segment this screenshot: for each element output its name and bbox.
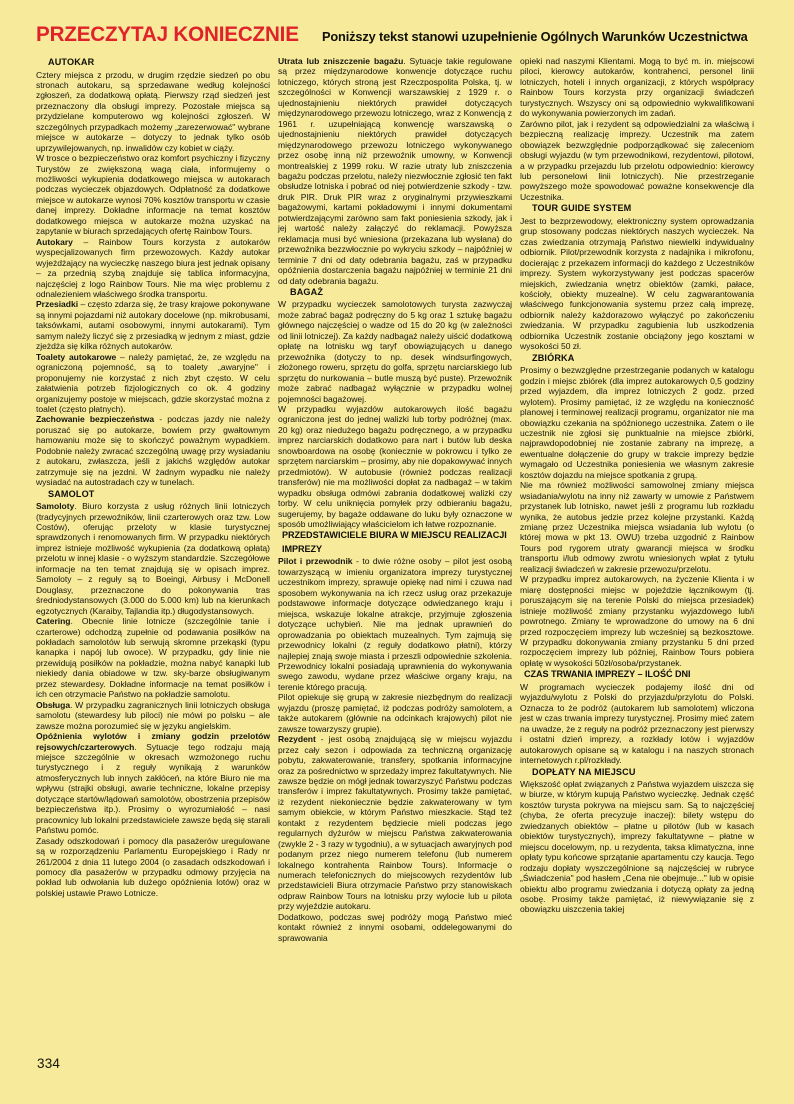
paragraph-text: Zasady odszkodowań i pomocy dla pasażerów uregulowane są w rozporządzeniu Parlamentu Europejskiego i Rady nr 261/2004 z dnia 11 lutego 2004 (o zasadach odszkodowań i pomocy dla pasażerów w przypadku odmowy przyjęcia na pokład lub odwołania lub dużego opóźnienia lotów) oraz w polskiej ustawie Prawo Lotnicze. xyxy=(36,835,270,898)
body-paragraph xyxy=(36,836,270,899)
paragraph-text: W programach wycieczek podajemy ilość dni od wyjazdu/wylotu z Polski do przyjazdu/przylotu do Polski. Oznacza to że podróż (autokarem lub samolotem) wliczona jest w czas trwania imprezy turystycznej. Prosimy mieć zatem na uwadze, że z reguły na podróż przeznaczony jest pierwszy i ostatni dzień imprezy, a rozkłady lotów i wyjazdów autokarowych opisane są w katalogu i na naszych stronach internetowych r.pl/rozkłady. xyxy=(520,681,754,766)
paragraph-text: Dodatkowo, podczas swej podróży mogą Państwo mieć kontakt również z innymi osobami, oddelegowanymi do sprawowania xyxy=(278,911,512,943)
section-heading: SAMOLOT xyxy=(48,488,95,499)
page-header xyxy=(36,22,766,47)
paragraph-text: Pilot opiekuje się grupą w zakresie niezbędnym do realizacji wyjazdu (proszę pamiętać, iż podczas podróży samolotem, a także autokarem (głównie na odcinkach krajowych) pilot nie zawsze towarzyszy grupie). xyxy=(278,692,512,734)
paragraph-text: - podczas jazdy nie należy poruszać się po autokarze, bowiem przy gwałtownym hamowaniu może się to skończyć poważnym wypadkiem. Podobnie należy zwracać szczególną uwagę przy wysiadaniu z autokaru, zwłaszcza, jeśli z jakichś względów autokar zatrzymuje się na jezdni. W żadnym wypadku nie należy wysiadać na autostradach czy w tunelach. xyxy=(36,414,271,488)
paragraph-lead-term: Samoloty xyxy=(36,501,75,512)
paragraph-text: – Rainbow Tours korzysta z autokarów wyspecjalizowanych firm przewozowych. Każdy autokar wyjeżdżający na wycieczkę naszego biura jest jednak opisany – za przednią szybą znajduje się tablica informacyjna, najczęściej z logo Rainbow Tours. Nie ma więc problemu z odnalezieniem właściwego środka transportu. xyxy=(36,236,270,300)
paragraph-text: – często zdarza się, że trasy krajowe pokonywane są innymi pojazdami niż autokary docelowe (np. mikrobusami, taksówkami, autami osobowymi, innymi autokarami). Tym samym należy liczyć się z przesiadką w jednym z miast, gdzie zjeżdża się kilka różnych autokarów. xyxy=(36,299,270,352)
paragraph-text: W trosce o bezpieczeństwo oraz komfort psychiczny i fizyczny Turystów ze zwiększoną wagą ciała, informujemy o możliwości wykupienia dodatkowego miejsca w autokarach podczas wycieczek objazdowych. Odpłatność za dodatkowe miejsce w autokarze wynosi 70% kosztów transportu w czasie danej imprezy. Dokładne informacje na temat kosztów dodatkowego miejsca w autokarze można uzyskać na zapytanie w biurach sprzedających ofertę Rainbow Tours. xyxy=(36,153,270,237)
paragraph-text: opieki nad naszymi Klientami. Mogą to być m. in. miejscowi piloci, kierowcy autokarów, kontrahenci, personel linii lotniczych, hoteli i innych organizacji, z których współpracy Rainbow Tours korzysta przy organizacji świadczeń turystycznych. Wszyscy oni są odpowiednio wykwalifikowani do wykonywania powierzonych im zadań. xyxy=(520,56,754,119)
page-title: PRZECZYTAJ KONIECZNIE xyxy=(36,22,299,46)
body-paragraph xyxy=(278,556,512,692)
body-paragraph xyxy=(278,299,512,404)
paragraph-text: Nie ma również możliwości samowolnej zmiany miejsca wsiadania/wylotu na inny niż zawarty w umowie z Państwem przystanek lub lotnisko, nawet jeśli z programu lub rozkładu wynika, że autobus jedzie przez kolejne przystanki. Każdą zmianę przez Uczestnika miejsca wsiadania lub wylotu (o której mowa w pkt 13. OWU) trzeba uzgodnić z Rainbow Tours pod rygorem utraty gwarancji miejsca w środku transportu i/lub odmowy zwrotu wniesionych wpłat z tytułu realizacji świadczeń w zakresie przewozu/przelotu. xyxy=(520,480,754,574)
paragraph-lead-term: Opóźnienia wylotów i zmiany godzin przelotów rejsowych/czarterowych xyxy=(36,731,270,752)
section-heading: BAGAŻ xyxy=(290,286,324,297)
column-1 xyxy=(36,56,270,1051)
paragraph-text: W przypadku wycieczek samolotowych turysta zazwyczaj może zabrać bagaż podręczny do 5 kg oraz 1 sztukę bagażu głównego najczęściej o wadze od 15 do 20 kg (w zależności od linii lotniczej). Za każdy nadbagaż należy uiścić dodatkową opłatę na lotnisku wg taryf obowiązujących u danego przewoźnika (dotyczy to np. desek windsurfingowych, złożonego roweru, sprzętu do golfa, sprzętu narciarskiego lub sprzętu do nurkowania – butle muszą być puste). Przewoźnik może zabrać nadbagaż wyłącznie w przypadku wolnej pojemności bagażowej. xyxy=(278,299,512,404)
body-paragraph xyxy=(36,700,270,731)
body-paragraph xyxy=(36,414,270,487)
body-paragraph xyxy=(520,119,754,203)
body-paragraph xyxy=(520,574,754,668)
body-paragraph xyxy=(520,365,754,480)
paragraph-text: W przypadku imprez autokarowych, na życzenie Klienta i w miarę dostępności miejsc w pojeździe łącznikowym (tj. poruszającym się na terenie Polski do miejsca przesiadek) istnieje możliwość zmiany przystanku wyjazdowego lub/i powrotnego. Zmiany te wprowadzone do umowy na 6 dni przed rozpoczęciem imprezy lub wcześniej są bezkosztowe. W przypadku dokonywania zmiany przystanku 5 dni przed rozpoczęciem imprezy lub później, Rainbow Tours pobiera opłatę w wysokości 50zł/osoba/przystanek. xyxy=(520,574,754,668)
body-paragraph xyxy=(278,692,512,734)
body-paragraph xyxy=(36,153,270,237)
body-paragraph xyxy=(520,779,754,915)
paragraph-text: Zarówno pilot, jak i rezydent są odpowiedzialni za właściwą i bezpieczną realizację imprezy. Uczestnik ma zatem obowiązek bezwzględnie podporządkować się zaleceniom obsługi wyjazdu (w tym przewodnikowi, rezydentowi, pilotowi, a w przypadku przejazdu lub przelotu odpowiednio: kierowcy lub personelowi linii lotniczych). Nie przestrzeganie powyższego może spowodować poważne konsekwencje dla Uczestnika. xyxy=(520,118,754,202)
body-paragraph xyxy=(36,616,270,700)
paragraph-text: . Obecnie linie lotnicze (szczególnie tanie i czarterowe) odchodzą zupełnie od podawania posiłków na pokładach samolotów lub serwują skromne przekąski (typu kanapka i napój lub owoce). W przypadku, gdy linie nie przewidują posiłków na pokładzie, można nabyć kanapki lub niekiedy dania obiadowe w tzw. sky-barze obsługiwanym przez stewardesy. Dokładne informacje na temat posiłków i ich cen otrzymacie Państwo na pokładzie samolotu. xyxy=(36,616,270,700)
body-paragraph xyxy=(278,912,512,943)
paragraph-text: Większość opłat związanych z Państwa wyjazdem uiszcza się w biurze, w którym kupują Państwo wycieczkę. Jednak część kosztów turysta pokrywa na miejscu sam. Są to najczęściej (chyba, że oferta precyzuje inaczej): bilety wstępu do zwiedzanych obiektów – płatne u pilotów (lub w kasach obiektów turystycznych), imprezy fakultatywne – płatne w miejscu docelowym, np. u rezydenta, taksa klimatyczna, inne opłaty typu końcowe sprzątanie apartamentu czy kaucja. Tego rodzaju dopłaty wyszczególnione są najczęściej w rubryce „Świadczenia" pod hasłem „Cena nie obejmuje..." lub w opisie obiektu albo programu zwiedzania i dotyczą opłaty za jedną osobę. Prosimy także pamiętać, iż niewywiązanie się z obowiązku uiszczenia takiej xyxy=(520,779,754,915)
column-3 xyxy=(520,56,754,1051)
paragraph-text: - jest osobą znajdującą się w miejscu wyjazdu przez cały sezon i odpowiada za techniczną organizację pobytu, zakwaterowanie, transfery, spotkania informacyjne oraz za pośrednictwo w sprzedaży imprez fakultatywnych. Nie zawsze będzie on mógł jednak towarzyszyć Państwu podczas transferów i imprez fakultatywnych. Prosimy także pamiętać, iż rezydent niekoniecznie będzie zakwaterowany w tym samym obiekcie, w którym Państwo mieszkacie. Stąd też kontakt z rezydentem będziecie mieli podczas jego regularnych dyżurów w miejscu Państwa zakwaterowania (zwykle 2 - 3 razy w tygodniu), a w sytuacjach awaryjnych pod podanym przez niego numerem telefonu (lub numerem lokalnego kontrahenta Rainbow Tours). Informacje o numerach telefonicznych do miejscowych rezydentów lub przedstawicieli Biura otrzymacie Państwo przy stanowiskach odpraw Rainbow Tours na lotnisku przy wylocie lub u pilota przy wyjeździe autokaru. xyxy=(278,734,512,912)
paragraph-text: Cztery miejsca z przodu, w drugim rzędzie siedzeń po obu stronach autokaru, są sprzedawane według kolejności zgłoszeń, za dodatkową opłatą. Pierwszy rząd siedzeń jest przeznaczony dla obsługi imprezy. Pozostałe miejsca są przydzielane komputerowo wg kolejności zgłoszeń. W szczególnych przypadkach możemy „zarezerwować" wybrane miejsce w autokarze – dotyczy to jednak tylko osób uprzywilejowanych, np. inwalidów czy kobiet w ciąży. xyxy=(36,69,270,153)
paragraph-text: Jest to bezprzewodowy, elektroniczny system oprowadzania grup stosowany podczas niektórych naszych wycieczek. Na czas zwiedzania otrzymają Państwo niewielki indywidualny odbiornik. Pilot/przewodnik korzysta z nadajnika i mikrofonu, docierając z przekazem informacji do każdego z Uczestników imprezy. System wykorzystywany jest podczas spacerów miejskich, zwiedzania wnętrz obiektów (zamki, pałace, kościoły, obiekty muzealne). W celu zagwarantowania właściwego funkcjonowania systemu przez całą imprezę, odbiornik należy każdorazowo wyłączyć po zakończeniu zwiedzania. W przypadku zagubienia lub uszkodzenia odbiornika Uczestnik zostanie obciążony jego kosztami w wysokości 50 zł. xyxy=(520,215,754,352)
paragraph-text: . Sytuacje takie regulowane są przez międzynarodowe konwencje dotyczące ruchu lotniczego, których stroną jest Rzeczpospolita Polska, tj. w szczególności w Konwencji warszawskiej z 1929 r. o ujednostajnieniu niektórych prawideł dotyczących międzynarodowego przewozu lotniczego, wraz z Konwencją z 1961 r. uzupełniającą konwencję warszawską o ujednostajnieniu niektórych prawideł dotyczących międzynarodowego przewozu lotniczego wykonywanego przez osobę inną niż przewoźnik umowny, w Konwencji montrealskiej z 1999 roku. W razie utraty lub zniszczenia bagażu podczas przelotu, należy niezwłocznie zgłosić ten fakt obsłudze lotniska i pobrać od niej potwierdzenie szkody - tzw. druk PIR. Druk PIR wraz z oryginalnymi przywieszkami bagażowymi, kartami pokładowymi i innymi dokumentami potwierdzającymi zarówno sam fakt poniesienia szkody, jak i jej wartość należy załączyć do reklamacji. Powyższa reklamacja musi być wniesiona (przekazana lub wysłana) do przewoźnika bezzwłocznie po wykryciu szkody – najpóźniej w terminie 7 dni od daty odebrania bagażu, zaś w przypadku opóźnienia dostarczenia bagażu najpóźniej w terminie 21 dni od daty odebrania bagażu. xyxy=(278,56,512,286)
body-paragraph xyxy=(278,56,512,286)
body-paragraph xyxy=(278,734,512,912)
paragraph-lead-term: Utrata lub zniszczenie bagażu xyxy=(278,56,404,66)
section-heading: ZBIÓRKA xyxy=(532,352,575,363)
paragraph-lead-term: Toalety autokarowe xyxy=(36,351,117,362)
paragraph-lead-term: Obsługa xyxy=(36,699,71,710)
page-subtitle: Poniższy tekst stanowi uzupełnienie Ogólnych Warunków Uczestnictwa xyxy=(321,29,748,44)
body-paragraph xyxy=(36,70,270,154)
paragraph-lead-term: Pilot i przewodnik xyxy=(278,556,353,567)
paragraph-text: W przypadku wyjazdów autokarowych ilość bagażu ograniczona jest do jednej walizki lub torby podróżnej (max. 20 kg) oraz niedużego bagażu podręcznego, a w przypadku imprez narciarskich dodatkowo para nart i butów lub deska snowboardowa na osobę (koniecznie w pokrowcu i tylko ze sprzętem narciarskim – prosimy, aby nie dopakowywać innych przedmiotów). W autobusie (również podczas realizacji transferów) nie ma możliwości dopłat za nadbagaż – w takim wypadku obsługa odmówi zabrania dodatkowej walizki czy torby. W celu uniknięcia pomyłek przy odbieraniu bagażu, sugerujemy, by bagaże oddawane do luku były oznaczone w sposób umożliwiający właścicielom ich łatwe rozpoznanie. xyxy=(278,404,512,529)
text-columns xyxy=(36,56,766,1051)
paragraph-text: . Biuro korzysta z usług różnych linii lotniczych (tradycyjnych przewoźników, linii czarterowych oraz tzw. Low Costów), oferując przeloty w klasie turystycznej sprawdzonych i renomowanych firm. W przypadku niektórych imprez istnieje możliwość wykupienia (za dodatkową opłatą) przelotu w innej klasie - o wyższym standardzie. Szczegółowe informacje na ten temat znajdują się w opisach imprez. Samoloty – z reguły są to Boeingi, Airbusy i McDonell Douglasy, przeznaczone do pokonywania tras średniodystansowych (3.000 do 5.000 km) lub na kierunkach egzotycznych (Karaiby, Tajlandia itp.) długodystansowych. xyxy=(36,501,270,616)
paragraph-lead-term: Autokary xyxy=(36,236,73,247)
paragraph-lead-term: Przesiadki xyxy=(36,299,79,310)
column-2 xyxy=(278,56,512,1051)
body-paragraph xyxy=(36,731,270,836)
paragraph-text: - to dwie różne osoby – pilot jest osobą towarzyszącą w imieniu organizatora imprezy turystycznej uczestnikom imprezy, sprawuje opiekę nad nimi i czuwa nad sposobem wykonywania na ich rzecz usług oraz przekazuje podstawowe informacje dotyczące odwiedzanego kraju i miejsca, wskazuje lokalne atrakcje, przyjmuje zgłoszenia dotyczące uchybień. Nie ma jednak uprawnień do oprowadzania po obiektach muzealnych. Tym zajmują się przewodnicy lokalni (z reguły dodatkowo płatni), którzy najlepiej znają swoje miasta i przeszli odpowiednie szkolenia. Przewodnicy lokalni posiadają uprawnienia do wykonywania swego zawodu, wydane przez właściwe organy kraju, na terenie którego pracują. xyxy=(278,556,512,692)
body-paragraph xyxy=(520,56,754,119)
section-heading: AUTOKAR xyxy=(48,57,95,67)
section-heading: DOPŁATY NA MIEJSCU xyxy=(532,766,636,777)
paragraph-lead-term: Catering xyxy=(36,616,71,627)
body-paragraph xyxy=(278,404,512,529)
body-paragraph xyxy=(36,237,270,300)
body-paragraph xyxy=(36,352,270,415)
paragraph-text: . Sytuacje tego rodzaju mają miejsce szczególnie w okresach wzmożonego ruchu turystycznego i z reguły wynikają z warunków atmosferycznych lub innych zakłóceń, na które Biuro nie ma wpływu (strajki obsługi, awarie techniczne, lokalne przepisy dotyczące startów/lądowań samolotów, obostrzenia przepisów bezpieczeństwa itp.). Prosimy o wyrozumiałość – nasi pracownicy lub lokalni przedstawiciele zawsze będą się starali Państwu pomóc. xyxy=(36,741,270,836)
paragraph-text: Prosimy o bezwzględne przestrzeganie podanych w katalogu godzin i miejsc zbiórek (dla imprez autokarowych 0,5 godziny przed wyjazdem, dla imprez lotniczych 2 godz. przed wylotem). Prosimy pamiętać, iż ze względu na konieczność planowej i terminowej realizacji programu, organizator nie ma obowiązku czekania na spóźnionego uczestnika. Zatem o ile uczestnik nie zgłosi się punktualnie na miejsce zbiórki, najprawdopodobniej nie zostanie zabrany na imprezę, a ewentualne dołączenie do grupy w trakcie imprezy będzie wymagało od Uczestnika poniesienia we własnym zakresie kosztów dojazdu na miejsce spotkania z grupą. xyxy=(520,365,754,480)
body-paragraph xyxy=(36,299,270,351)
paragraph-text: . W przypadku zagranicznych linii lotniczych obsługa samolotu (stewardesy lub piloci) nie mówi po polsku – ale zawsze można porozumieć się w języku angielskim. xyxy=(36,699,270,731)
body-paragraph xyxy=(36,501,270,616)
paragraph-text: – należy pamiętać, że, ze względu na ograniczoną pojemność, są to toalety „awaryjne" i proponujemy nie korzystać z nich zbyt często. W celu załatwienia potrzeb fizjologicznych co ok. 4 godziny organizujemy postoje w miejscach, gdzie skorzystać można z toalet (często płatnych). xyxy=(36,351,270,414)
body-paragraph xyxy=(520,682,754,766)
body-paragraph xyxy=(520,480,754,574)
page-number: 334 xyxy=(37,1056,61,1071)
section-heading: TOUR GUIDE SYSTEM xyxy=(532,203,632,214)
section-heading: PRZEDSTAWICIELE BIURA W MIEJSCU REALIZACJI IMPREZY xyxy=(282,530,507,554)
paragraph-lead-term: Rezydent xyxy=(278,734,316,745)
section-heading: CZAS TRWANIA IMPREZY – ILOŚĆ DNI xyxy=(524,669,691,680)
paragraph-lead-term: Zachowanie bezpieczeństwa xyxy=(36,414,155,425)
body-paragraph xyxy=(520,216,754,352)
